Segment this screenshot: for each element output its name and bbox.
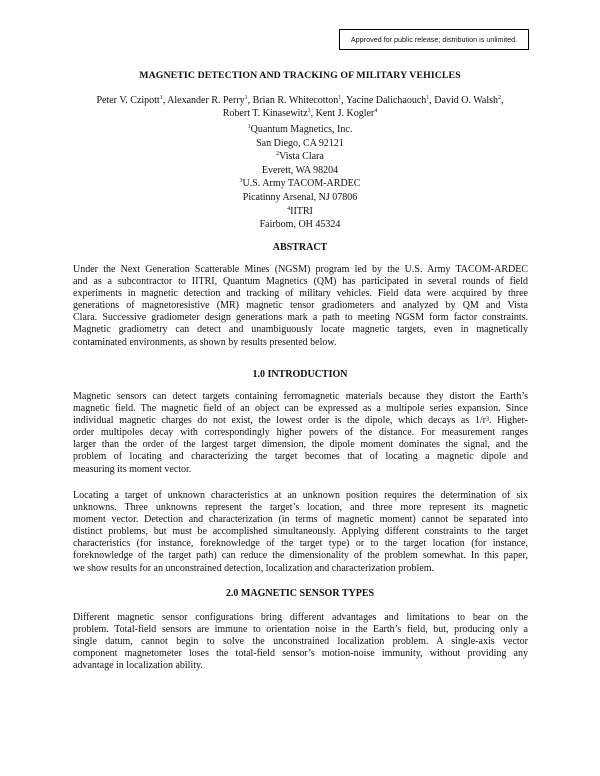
text-line: experiments in magnetic detection and tracking of military vehicles. Field data were acquired by three bbox=[73, 288, 528, 300]
affiliation-org bbox=[150, 123, 450, 137]
text-line: we show results for an unconstrained detection, localization and characterization problem. bbox=[73, 562, 434, 574]
affiliation-mark: 2 bbox=[276, 151, 280, 158]
section-2-heading: 2.0 MAGNETIC SENSOR TYPES bbox=[225, 588, 375, 599]
abstract-heading: ABSTRACT bbox=[272, 242, 328, 253]
affiliation-mark: 4 bbox=[287, 205, 291, 212]
text-line: foreknowledge of the target path) can reduce the dimensionality of the problem somewhat. In this paper, bbox=[73, 550, 528, 562]
text-line: problem. Total-field sensors are immune to orientation noise in the Earth’s field, but, producing only a bbox=[73, 624, 528, 636]
affiliation-city: Fairbom, OH 45324 bbox=[259, 219, 341, 231]
text-line: moment vector. Detection and characterization (in terms of magnetic moment) cannot be separated into bbox=[73, 514, 528, 526]
author-name: Peter V. Czipott bbox=[96, 95, 160, 106]
author-affiliation-mark: 4 bbox=[374, 108, 378, 114]
text-line: unknowns. Three unknowns represent the target’s location, and three more represent its magnetic bbox=[73, 502, 528, 514]
author-name: Kent J. Kogler bbox=[315, 108, 375, 119]
author-affiliation-mark: 1 bbox=[426, 95, 430, 101]
author-name: Robert T. Kinasewitz bbox=[222, 108, 308, 119]
author-line-1 bbox=[60, 94, 540, 107]
affiliation-city: Picatinny Arsenal, NJ 07806 bbox=[242, 191, 358, 203]
section-1-heading: 1.0 INTRODUCTION bbox=[252, 369, 348, 380]
author-name: Alexander R. Perry bbox=[167, 95, 245, 106]
affiliation-org-name: Vista Clara bbox=[279, 151, 324, 163]
affiliation-mark: 1 bbox=[247, 124, 251, 130]
text-line: magnetic field. The magnetic field of an object can be expressed as a multipole series expansion. Since bbox=[73, 403, 528, 415]
text-line: Magnetic gradiometry can detect and unambiguously locate magnetic targets, even in magnetically bbox=[73, 324, 528, 336]
text-line: problem of locating and characterizing the target becomes that of locating a magnetic dipole and bbox=[73, 451, 528, 463]
text-line: contaminated environments, as shown by results presented below. bbox=[73, 336, 337, 348]
author-separator: , bbox=[247, 95, 253, 106]
affiliation-org bbox=[150, 205, 450, 219]
text-line: Locating a target of unknown characteristics at an unknown position requires the determination of six bbox=[73, 490, 528, 501]
abstract-paragraph bbox=[73, 264, 528, 349]
text-line: characteristics (for instance, foreknowledge of the target type) or to the target location (for instance, bbox=[73, 538, 528, 550]
affiliation-org-name: U.S. Army TACOM-ARDEC bbox=[242, 178, 361, 190]
text-line: advantage in localization ability. bbox=[73, 660, 203, 672]
author-separator: , bbox=[501, 95, 504, 106]
author-line-2 bbox=[60, 107, 540, 120]
introduction-paragraph-2 bbox=[73, 490, 528, 575]
text-line: Different magnetic sensor configurations bring different advantages and limitations to bear on the bbox=[73, 612, 528, 623]
author-affiliation-mark: 3 bbox=[307, 108, 311, 114]
sensor-types-paragraph bbox=[73, 612, 528, 672]
text-line: larger than the order of the largest target dimension, the dipole moment dominates the signal, and the bbox=[73, 439, 528, 451]
text-line: generations of magnetoresistive (MR) magnetic tensor gradiometers and analyzed by QM and Vista bbox=[73, 300, 528, 312]
author-separator: , bbox=[162, 95, 168, 106]
affiliation-org bbox=[150, 177, 450, 191]
author-name: Yacine Dalichaouch bbox=[345, 95, 427, 106]
affiliation-org-name: Quantum Magnetics, Inc. bbox=[250, 124, 353, 135]
author-separator: , bbox=[429, 95, 435, 106]
text-line: and as a subcontractor to IITRI, Quantum Magnetics (QM) has participated in several rounds of field bbox=[73, 276, 528, 288]
text-line: individual magnetic charges do not exist, the lowest order is the dipole, which decays as 1/r³. Higher- bbox=[73, 415, 528, 427]
text-line: distinct problems, but must be accomplished simultaneously. Applying different constraints to the target bbox=[73, 526, 528, 538]
author-affiliation-mark: 1 bbox=[159, 95, 163, 101]
affiliation-org-name: IITRI bbox=[290, 205, 313, 217]
text-line: Magnetic sensors can detect targets containing ferromagnetic materials because they distort the Earth’s bbox=[73, 391, 528, 402]
author-affiliation-mark: 1 bbox=[244, 95, 248, 101]
author-list bbox=[60, 94, 540, 120]
release-notice: Approved for public release; distribution is unlimited. bbox=[339, 29, 529, 50]
text-line: single datum, cannot begin to solve the unconstrained localization problem. A single-axis vector bbox=[73, 636, 528, 648]
affiliation-org bbox=[150, 150, 450, 164]
text-line: measuring its moment vector. bbox=[73, 463, 192, 475]
affiliation-city: San Diego, CA 92121 bbox=[256, 137, 344, 149]
author-affiliation-mark: 1 bbox=[338, 95, 342, 101]
paper-title: MAGNETIC DETECTION AND TRACKING OF MILITARY VEHICLES bbox=[139, 70, 461, 81]
affiliation-city: Everett, WA 98204 bbox=[261, 164, 339, 176]
author-affiliation-mark: 2 bbox=[498, 95, 502, 101]
affiliation-list bbox=[150, 123, 450, 232]
introduction-paragraph-1 bbox=[73, 391, 528, 476]
text-line: Clara. Successive gradiometer design generations mark a path to meeting NGSM form factor constraints. bbox=[73, 312, 528, 324]
author-name: Brian R. Whitecotton bbox=[252, 95, 339, 106]
author-name: David O. Walsh bbox=[434, 95, 499, 106]
text-line: order multipoles decay with correspondingly higher powers of the distance. For measurement ranges bbox=[73, 427, 528, 439]
author-separator: , bbox=[341, 95, 346, 106]
affiliation-mark: 3 bbox=[239, 178, 243, 185]
text-line: component magnetometer loses the total-field sensor’s motion-noise immunity, without providing any bbox=[73, 648, 528, 660]
author-separator: , bbox=[310, 108, 316, 119]
text-line: Under the Next Generation Scatterable Mines (NGSM) program led by the U.S. Army TACOM-ARDEC bbox=[73, 264, 528, 275]
